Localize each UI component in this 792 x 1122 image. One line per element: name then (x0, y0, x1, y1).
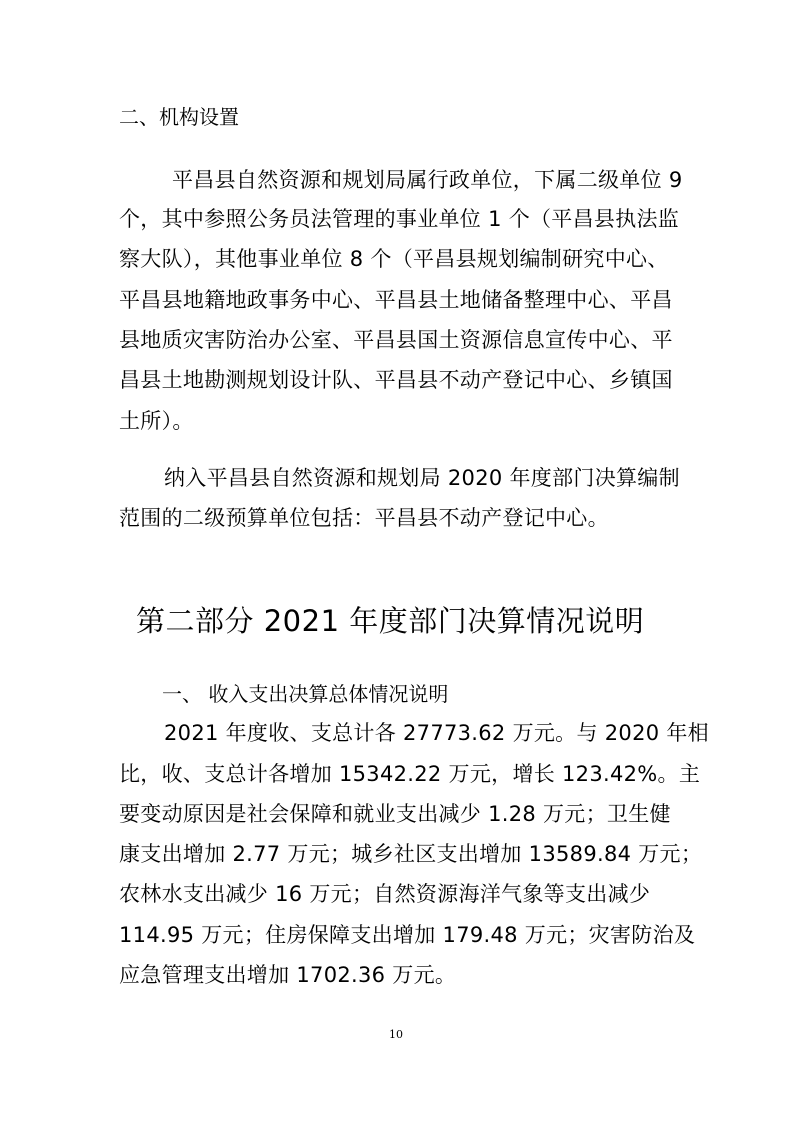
paragraph-line: 114.95 万元；住房保障支出增加 179.48 万元；灾害防治及 (119, 923, 696, 947)
paragraph-line: 个，其中参照公务员法管理的事业单位 1 个（平昌县执法监 (119, 207, 680, 231)
paragraph-line: 2021 年度收、支总计各 27773.62 万元。与 2020 年相 (164, 721, 709, 745)
subsection-heading: 一、 收入支出决算总体情况说明 (162, 682, 449, 706)
paragraph-line: 纳入平昌县自然资源和规划局 2020 年度部门决算编制 (164, 466, 680, 490)
page-number: 10 (389, 1028, 403, 1041)
paragraph-line: 比，收、支总计各增加 15342.22 万元，增长 123.42%。主 (119, 762, 701, 786)
paragraph-line: 康支出增加 2.77 万元；城乡社区支出增加 13589.84 万元； (119, 842, 703, 866)
paragraph-line: 昌县土地勘测规划设计队、平昌县不动产登记中心、乡镇国 (119, 368, 673, 392)
part-title: 第二部分 2021 年度部门决算情况说明 (136, 604, 645, 638)
paragraph-line: 县地质灾害防治办公室、平昌县国土资源信息宣传中心、平 (119, 328, 673, 352)
paragraph-line: 要变动原因是社会保障和就业支出减少 1.28 万元；卫生健 (119, 802, 671, 826)
paragraph-line: 平昌县自然资源和规划局属行政单位，下属二级单位 9 (172, 168, 683, 192)
section-heading: 二、机构设置 (119, 105, 239, 129)
paragraph-line: 范围的二级预算单位包括：平昌县不动产登记中心。 (119, 506, 609, 530)
paragraph-line: 平昌县地籍地政事务中心、平昌县土地储备整理中心、平昌 (119, 288, 673, 312)
paragraph-line: 应急管理支出增加 1702.36 万元。 (119, 963, 457, 987)
paragraph-line: 农林水支出减少 16 万元；自然资源海洋气象等支出减少 (119, 882, 651, 906)
paragraph-line: 土所）。 (119, 409, 194, 433)
paragraph-line: 察大队），其他事业单位 8 个（平昌县规划编制研究中心、 (119, 247, 669, 271)
